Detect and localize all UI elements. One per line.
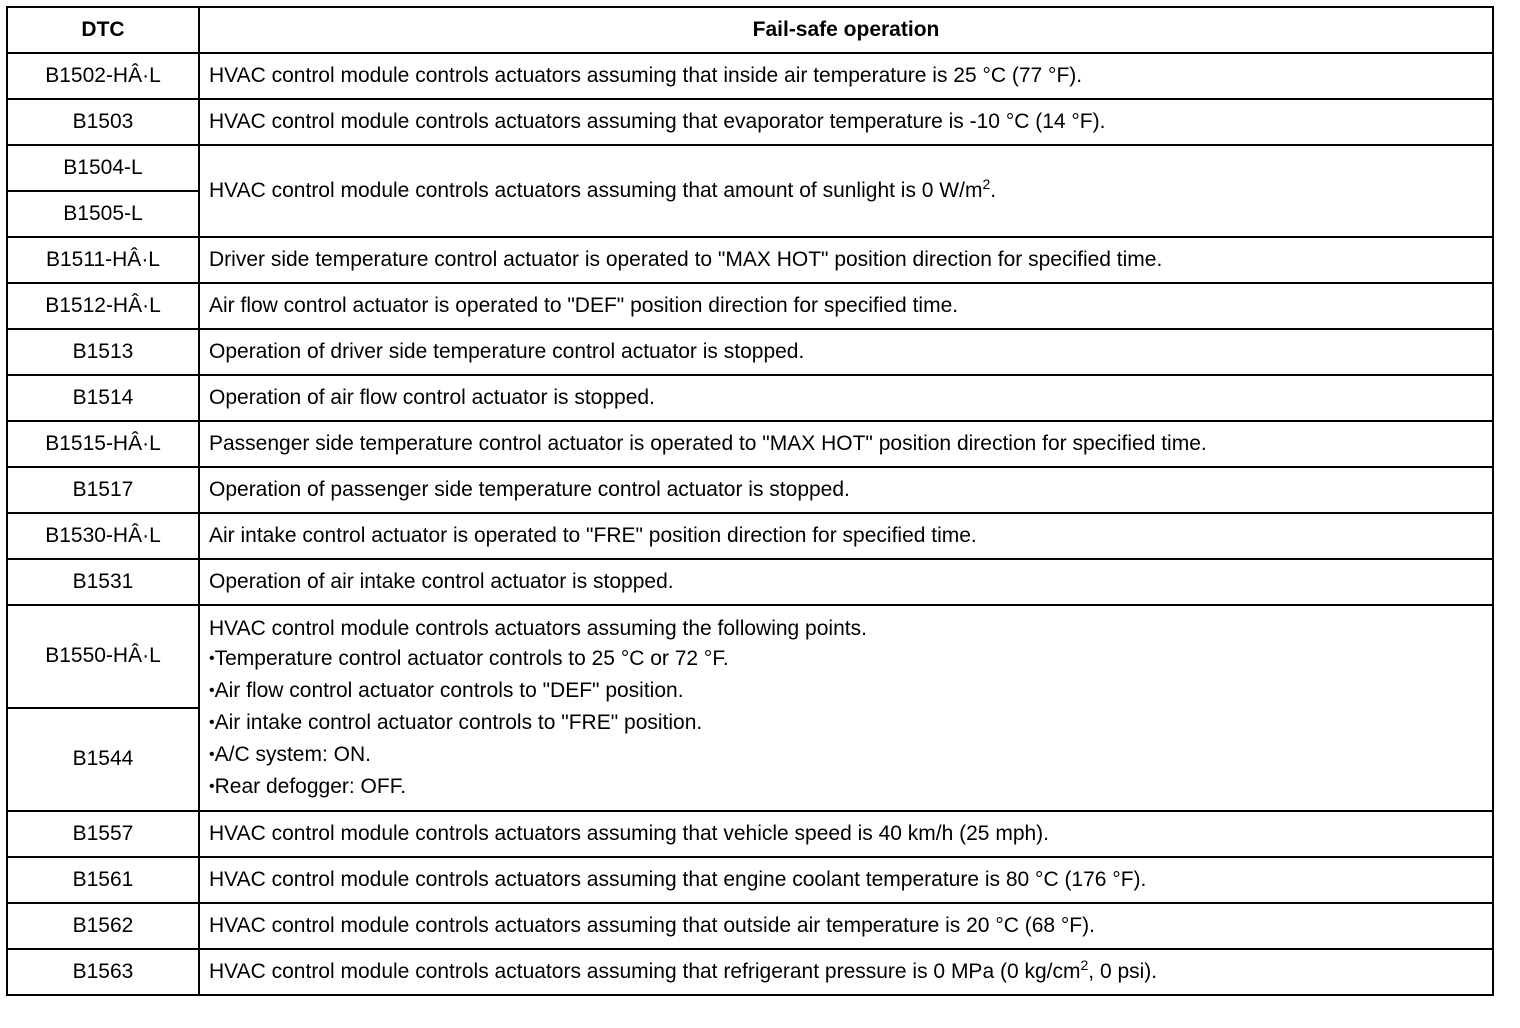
dtc-code: B1550-HÂ·L <box>7 605 199 708</box>
fail-safe-operation: Air flow control actuator is operated to "DEF" position direction for specified time. <box>199 283 1493 329</box>
table-row <box>7 811 1493 857</box>
dtc-code: B1512-HÂ·L <box>7 283 199 329</box>
dtc-code: B1531 <box>7 559 199 605</box>
operation-intro: HVAC control module controls actuators assuming the following points. <box>209 617 867 640</box>
operation-text: HVAC control module controls actuators assuming that amount of sunlight is 0 W/m <box>209 178 983 202</box>
operation-column-header: Fail-safe operation <box>199 7 1493 53</box>
bullet-item: •Air flow control actuator controls to "DEF" position. <box>209 679 684 702</box>
fail-safe-operation: HVAC control module controls actuators assuming that engine coolant temperature is 80 °C (176 °F). <box>199 857 1493 903</box>
table-row <box>7 559 1493 605</box>
fail-safe-operation <box>199 949 1493 995</box>
dtc-code: B1530-HÂ·L <box>7 513 199 559</box>
dtc-code: B1511-HÂ·L <box>7 237 199 283</box>
fail-safe-operation: Operation of air flow control actuator is stopped. <box>199 375 1493 421</box>
operation-text-end: , 0 psi). <box>1088 959 1158 983</box>
dtc-code: B1502-HÂ·L <box>7 53 199 99</box>
table-row <box>7 513 1493 559</box>
bullet-icon: • <box>209 650 215 667</box>
table-row <box>7 857 1493 903</box>
dtc-code: B1515-HÂ·L <box>7 421 199 467</box>
fail-safe-operation <box>199 145 1493 237</box>
bullet-icon: • <box>209 714 215 731</box>
superscript: 2 <box>1080 956 1089 973</box>
dtc-column-header: DTC <box>7 7 199 53</box>
fail-safe-operation: HVAC control module controls actuators assuming that evaporator temperature is -10 °C (14 °F). <box>199 99 1493 145</box>
table-header-row <box>7 7 1493 53</box>
table-row <box>7 949 1493 995</box>
table-row <box>7 903 1493 949</box>
fail-safe-operation: Operation of air intake control actuator is stopped. <box>199 559 1493 605</box>
table-row <box>7 329 1493 375</box>
dtc-code: B1513 <box>7 329 199 375</box>
table-row <box>7 237 1493 283</box>
dtc-code: B1561 <box>7 857 199 903</box>
bullet-item: •Air intake control actuator controls to "FRE" position. <box>209 711 703 734</box>
table-row <box>7 53 1493 99</box>
dtc-code: B1563 <box>7 949 199 995</box>
table-row <box>7 283 1493 329</box>
table-row <box>7 421 1493 467</box>
operation-text: HVAC control module controls actuators assuming that refrigerant pressure is 0 MPa (0 kg/cm <box>209 959 1081 983</box>
dtc-code: B1557 <box>7 811 199 857</box>
fail-safe-operation: HVAC control module controls actuators assuming that outside air temperature is 20 °C (68 °F). <box>199 903 1493 949</box>
fail-safe-operation: Driver side temperature control actuator is operated to "MAX HOT" position direction for specified time. <box>199 237 1493 283</box>
table-row <box>7 467 1493 513</box>
bullet-icon: • <box>209 682 215 699</box>
table-row <box>7 99 1493 145</box>
bullet-item: •Rear defogger: OFF. <box>209 775 407 798</box>
fail-safe-table <box>6 6 1494 996</box>
fail-safe-operation: HVAC control module controls actuators assuming that vehicle speed is 40 km/h (25 mph). <box>199 811 1493 857</box>
dtc-code: B1562 <box>7 903 199 949</box>
table-row <box>7 145 1493 191</box>
fail-safe-operation: Passenger side temperature control actuator is operated to "MAX HOT" position direction for specified time. <box>199 421 1493 467</box>
dtc-code: B1517 <box>7 467 199 513</box>
dtc-code: B1503 <box>7 99 199 145</box>
superscript: 2 <box>982 175 991 192</box>
fail-safe-operation: HVAC control module controls actuators assuming that inside air temperature is 25 °C (77 °F). <box>199 53 1493 99</box>
bullet-icon: • <box>209 746 215 763</box>
dtc-code: B1544 <box>7 708 199 811</box>
operation-text-end: . <box>990 178 997 202</box>
fail-safe-operation <box>199 605 1493 811</box>
fail-safe-operation: Operation of passenger side temperature control actuator is stopped. <box>199 467 1493 513</box>
fail-safe-operation: Air intake control actuator is operated to "FRE" position direction for specified time. <box>199 513 1493 559</box>
dtc-code: B1504-L <box>7 145 199 191</box>
bullet-icon: • <box>209 778 215 795</box>
fail-safe-operation: Operation of driver side temperature control actuator is stopped. <box>199 329 1493 375</box>
table-row <box>7 375 1493 421</box>
bullet-item: •A/C system: ON. <box>209 743 371 766</box>
dtc-code: B1505-L <box>7 191 199 237</box>
table-row <box>7 605 1493 708</box>
bullet-item: •Temperature control actuator controls to 25 °C or 72 °F. <box>209 647 729 670</box>
dtc-code: B1514 <box>7 375 199 421</box>
